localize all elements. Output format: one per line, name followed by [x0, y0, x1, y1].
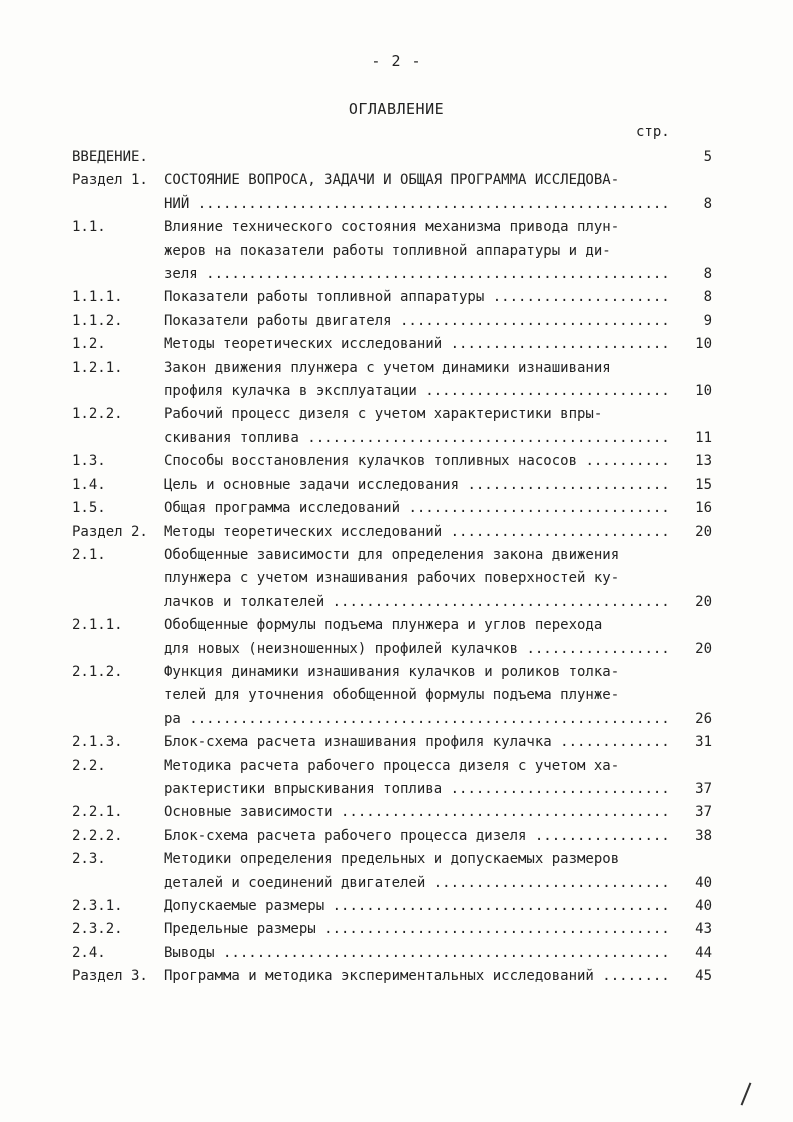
toc-entry-text: рактеристики впрыскивания топлива .....: [164, 778, 668, 801]
toc-entry-number: Раздел 3.: [72, 968, 148, 985]
toc-entry: [72, 310, 712, 333]
toc-entry-text: жеров на показатели работы топливной аппаратуры и ди-: [164, 242, 611, 259]
page-column-label: стр.: [636, 124, 670, 140]
toc-entry-text: Обобщенные формулы подъема плунжера и углов перехода: [164, 617, 603, 634]
toc-entry-text: скивания топлива .....: [164, 427, 668, 450]
toc-entry: [72, 357, 712, 404]
toc-entry: [72, 474, 712, 497]
toc-entry-text: НИЙ .....: [164, 193, 668, 216]
toc-entry-number: 2.2.2.: [72, 827, 123, 844]
toc-entry: [72, 521, 712, 544]
toc-title: ОГЛАВЛЕНИЕ: [348, 100, 445, 118]
toc-entry: [72, 801, 712, 824]
toc-entry-number: Раздел 2.: [72, 523, 148, 540]
toc-entry-text: ра .....: [164, 708, 668, 731]
toc-entry-page: 15: [695, 476, 712, 493]
toc-entry-text: Предельные размеры .....: [164, 918, 668, 941]
toc-entry-number: 2.3.: [72, 851, 106, 868]
toc-entry-text: плунжера с учетом изнашивания рабочих поверхностей ку-: [164, 570, 620, 587]
toc-entry: [72, 895, 712, 918]
toc-entry-number: 1.2.1.: [72, 359, 123, 376]
toc-entry: [72, 825, 712, 848]
toc-entry-page: 10: [695, 336, 712, 353]
toc-entry: [72, 333, 712, 356]
toc-entry-number: 1.1.1.: [72, 289, 123, 306]
toc-entry-text: Методика расчета рабочего процесса дизеля с учетом ха-: [164, 757, 620, 774]
toc-entry: [72, 403, 712, 450]
toc-entry-text: Допускаемые размеры .....: [164, 895, 668, 918]
toc-entry: [72, 497, 712, 520]
toc-entry-page: 40: [695, 874, 712, 891]
toc-entry-text: Методики определения предельных и допускаемых размеров: [164, 851, 620, 868]
toc-entry-text: Закон движения плунжера с учетом динамики изнашивания: [164, 359, 611, 376]
toc-entry-text: Способы восстановления кулачков топливных насосов .....: [164, 450, 668, 473]
toc-entry-text: Общая программа исследований .....: [164, 497, 668, 520]
toc-entry-text: Блок-схема расчета рабочего процесса дизеля .....: [164, 825, 668, 848]
toc-entry-text: ВВЕДЕНИЕ.: [72, 149, 148, 165]
toc-entry: [72, 169, 712, 216]
table-of-contents: [72, 146, 712, 989]
toc-entry-page: 44: [695, 944, 712, 961]
toc-entry-page: 37: [695, 780, 712, 797]
toc-entry: [72, 731, 712, 754]
toc-entry-page: 13: [695, 453, 712, 470]
toc-entry-number: 2.1.1.: [72, 617, 123, 634]
toc-entry-page: 37: [695, 804, 712, 821]
toc-entry-text: лачков и толкателей .....: [164, 591, 668, 614]
toc-entry-number: 1.5.: [72, 500, 106, 517]
toc-entry-text: деталей и соединений двигателей .....: [164, 872, 668, 895]
toc-entry-text: Влияние технического состояния механизма привода плун-: [164, 219, 620, 236]
toc-entry-page: 16: [695, 500, 712, 517]
toc-entry: [72, 544, 712, 614]
toc-entry-text: телей для уточнения обобщенной формулы подъема плунже-: [164, 687, 620, 704]
toc-entry-number: 2.3.2.: [72, 921, 123, 938]
toc-entry-page: 31: [695, 734, 712, 751]
toc-entry-page: 20: [695, 523, 712, 540]
toc-entry-page: 40: [695, 898, 712, 914]
toc-entry: [72, 146, 712, 169]
toc-entry: [72, 848, 712, 895]
toc-entry-page: 45: [695, 968, 712, 985]
toc-entry: [72, 942, 712, 965]
toc-entry-text: Выводы .....: [164, 942, 668, 965]
toc-entry-number: 1.1.: [72, 219, 106, 236]
toc-entry: [72, 918, 712, 941]
toc-entry: [72, 450, 712, 473]
toc-entry: [72, 755, 712, 802]
toc-entry-page: 8: [703, 289, 712, 306]
toc-entry-page: 8: [703, 266, 712, 283]
toc-entry-text: зеля .....: [164, 263, 668, 286]
toc-entry-page: 26: [695, 710, 712, 727]
toc-entry-text: Рабочий процесс дизеля с учетом характеристики впры-: [164, 406, 603, 423]
toc-entry-number: Раздел 1.: [72, 172, 148, 189]
toc-entry: [72, 965, 712, 988]
toc-entry-page: 11: [695, 429, 712, 446]
pen-mark: [741, 1082, 752, 1105]
toc-entry-number: 2.2.1.: [72, 804, 123, 821]
toc-entry-page: 10: [695, 383, 712, 400]
toc-entry-text: Методы теоретических исследований .....: [164, 333, 668, 356]
toc-entry-number: 2.1.3.: [72, 734, 123, 751]
toc-entry-text: для новых (неизношенных) профилей кулачков .....: [164, 638, 668, 661]
toc-entry-page: 38: [695, 827, 712, 844]
toc-entry: [72, 216, 712, 286]
toc-entry-text: Программа и методика экспериментальных исследований .....: [164, 965, 668, 988]
toc-entry-page: 9: [703, 312, 712, 329]
toc-entry-text: Обобщенные зависимости для определения закона движения: [164, 546, 620, 563]
toc-entry: [72, 661, 712, 731]
toc-entry-text: Блок-схема расчета изнашивания профиля кулачка .....: [164, 731, 668, 754]
toc-entry-text: Функция динамики изнашивания кулачков и роликов толка-: [164, 663, 620, 680]
toc-entry-page: 20: [695, 640, 712, 657]
toc-entry-text: Цель и основные задачи исследования .....: [164, 474, 668, 497]
toc-entry-text: Методы теоретических исследований .....: [164, 521, 668, 544]
toc-entry: [72, 614, 712, 661]
toc-entry-page: 5: [703, 149, 712, 165]
toc-entry-number: 2.3.1.: [72, 898, 123, 914]
toc-entry-text: Показатели работы двигателя .....: [164, 310, 668, 333]
toc-entry-number: 2.1.2.: [72, 663, 123, 680]
toc-entry-page: 20: [695, 593, 712, 610]
toc-entry-number: 1.2.2.: [72, 406, 123, 423]
toc-entry-number: 2.2.: [72, 757, 106, 774]
toc-entry-number: 1.1.2.: [72, 312, 123, 329]
toc-entry-number: 2.1.: [72, 546, 106, 563]
toc-entry-number: 1.4.: [72, 476, 106, 493]
toc-entry-number: 2.4.: [72, 944, 106, 961]
toc-entry-number: 1.2.: [72, 336, 106, 353]
toc-entry-text: профиля кулачка в эксплуатации .....: [164, 380, 668, 403]
toc-entry-text: Показатели работы топливной аппаратуры .....: [164, 286, 668, 309]
toc-entry-text: СОСТОЯНИЕ ВОПРОСА, ЗАДАЧИ И ОБЩАЯ ПРОГРАММА ИССЛЕДОВА-: [164, 172, 620, 189]
page-number: - 2 -: [371, 52, 422, 70]
toc-entry-page: 8: [703, 195, 712, 212]
toc-entry-number: 1.3.: [72, 453, 106, 470]
toc-entry-text: Основные зависимости .....: [164, 801, 668, 824]
toc-entry-page: 43: [695, 921, 712, 938]
toc-entry: [72, 286, 712, 309]
